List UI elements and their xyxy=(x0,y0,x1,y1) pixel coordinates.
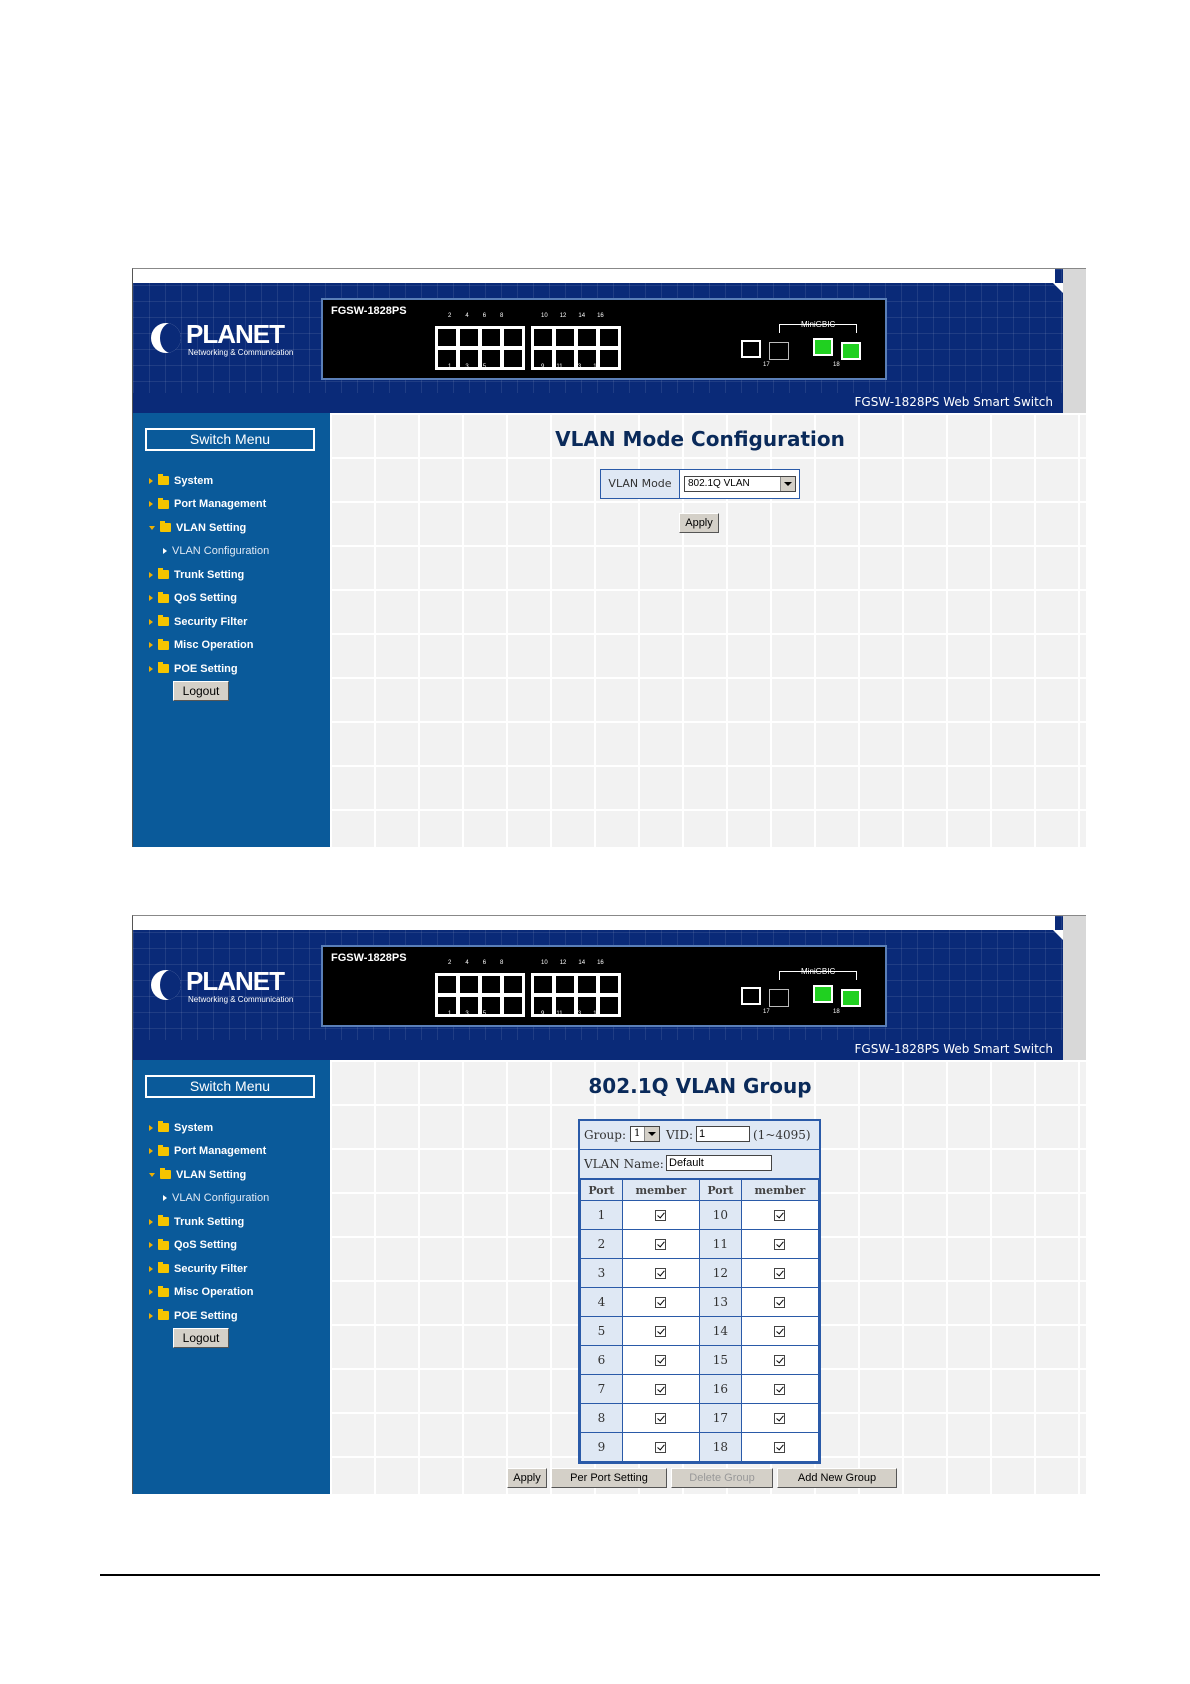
header-banner xyxy=(133,916,1063,1060)
member-checkbox[interactable] xyxy=(655,1210,666,1221)
member-checkbox[interactable] xyxy=(774,1384,785,1395)
menu-item-qos-setting[interactable]: QoS Setting xyxy=(149,587,329,611)
table-row: 2 11 xyxy=(581,1230,819,1259)
chevron-down-icon[interactable] xyxy=(644,1127,659,1141)
member-checkbox[interactable] xyxy=(774,1297,785,1308)
menu-item-misc-operation[interactable]: Misc Operation xyxy=(149,1281,329,1305)
col-member: member xyxy=(741,1180,818,1201)
member-checkbox[interactable] xyxy=(774,1210,785,1221)
apply-button[interactable]: Apply xyxy=(507,1468,547,1488)
menu-item-vlan-setting[interactable]: VLAN Setting xyxy=(149,516,329,540)
folder-icon xyxy=(158,1147,169,1156)
table-row: 3 12 xyxy=(581,1259,819,1288)
col-port: Port xyxy=(581,1180,623,1201)
delete-group-button[interactable]: Delete Group xyxy=(671,1468,773,1488)
table-row: 9 18 xyxy=(581,1433,819,1462)
page-title: 802.1Q VLAN Group xyxy=(588,1074,812,1098)
vlan-mode-select[interactable]: 802.1Q VLAN xyxy=(684,476,796,492)
menu-item-port-management[interactable]: Port Management xyxy=(149,493,329,517)
add-new-group-button[interactable]: Add New Group xyxy=(777,1468,897,1488)
member-checkbox[interactable] xyxy=(774,1355,785,1366)
folder-icon xyxy=(158,1241,169,1250)
vlan-mode-label: VLAN Mode xyxy=(601,470,680,498)
vid-range: (1~4095) xyxy=(753,1128,811,1142)
menu-item-poe-setting[interactable]: POE Setting xyxy=(149,1304,329,1328)
panel-model: FGSW-1828PS xyxy=(331,305,407,317)
menu-item-poe-setting[interactable]: POE Setting xyxy=(149,657,329,681)
member-checkbox[interactable] xyxy=(774,1442,785,1453)
folder-icon xyxy=(158,617,169,626)
planet-logo: PLANET Networking & Communication xyxy=(151,319,291,359)
menu-item-misc-operation[interactable]: Misc Operation xyxy=(149,634,329,658)
planet-logo: PLANET Networking & Communication xyxy=(151,966,291,1006)
member-checkbox[interactable] xyxy=(655,1413,666,1424)
menu-item-trunk-setting[interactable]: Trunk Setting xyxy=(149,1210,329,1234)
member-checkbox[interactable] xyxy=(655,1239,666,1250)
vlan-name-label: VLAN Name: xyxy=(584,1157,664,1171)
main-content xyxy=(330,413,1086,847)
vlan-group-screenshot xyxy=(132,915,1086,1494)
menu-item-trunk-setting[interactable]: Trunk Setting xyxy=(149,563,329,587)
page-footer-rule xyxy=(100,1574,1100,1576)
member-checkbox[interactable] xyxy=(655,1355,666,1366)
sidebar xyxy=(133,1060,330,1494)
folder-icon xyxy=(158,570,169,579)
folder-icon xyxy=(160,523,171,532)
switch-menu-title: Switch Menu xyxy=(145,428,315,451)
menu-item-vlan-setting[interactable]: VLAN Setting xyxy=(149,1163,329,1187)
vlan-name-input[interactable]: Default xyxy=(666,1155,772,1171)
vlan-mode-screenshot xyxy=(132,268,1086,847)
member-checkbox[interactable] xyxy=(655,1268,666,1279)
member-checkbox[interactable] xyxy=(655,1384,666,1395)
panel-model: FGSW-1828PS xyxy=(331,952,407,964)
menu-item-security-filter[interactable]: Security Filter xyxy=(149,1257,329,1281)
logout-button[interactable]: Logout xyxy=(173,1328,229,1348)
member-checkbox[interactable] xyxy=(655,1326,666,1337)
folder-icon xyxy=(158,594,169,603)
table-row: 6 15 xyxy=(581,1346,819,1375)
apply-button[interactable]: Apply xyxy=(679,513,719,533)
switch-title: FGSW-1828PS Web Smart Switch xyxy=(854,395,1053,409)
menu-item-security-filter[interactable]: Security Filter xyxy=(149,610,329,634)
switch-panel: FGSW-1828PS 2 4 6 8 10 12 14 16 1 3 5 7 9 11 13 15 MiniGBIC 17 18 xyxy=(321,298,887,380)
vid-input[interactable]: 1 xyxy=(696,1126,750,1142)
folder-icon xyxy=(158,664,169,673)
vlan-mode-row xyxy=(600,469,800,499)
folder-icon xyxy=(160,1170,171,1179)
table-row: 1 10 xyxy=(581,1201,819,1230)
member-checkbox[interactable] xyxy=(655,1297,666,1308)
vid-label: VID: xyxy=(666,1128,694,1142)
folder-icon xyxy=(158,476,169,485)
folder-icon xyxy=(158,1288,169,1297)
member-checkbox[interactable] xyxy=(774,1239,785,1250)
member-checkbox[interactable] xyxy=(774,1268,785,1279)
menu-item-port-management[interactable]: Port Management xyxy=(149,1140,329,1164)
menu-item-system[interactable]: System xyxy=(149,469,329,493)
menu-item-system[interactable]: System xyxy=(149,1116,329,1140)
col-port: Port xyxy=(699,1180,741,1201)
folder-icon xyxy=(158,1311,169,1320)
page-title: VLAN Mode Configuration xyxy=(555,427,845,451)
vlan-member-table xyxy=(580,1179,819,1462)
group-select[interactable]: 1 xyxy=(630,1126,660,1142)
table-row: 7 16 xyxy=(581,1375,819,1404)
member-checkbox[interactable] xyxy=(774,1326,785,1337)
folder-icon xyxy=(158,1264,169,1273)
folder-icon xyxy=(158,1217,169,1226)
folder-icon xyxy=(158,1123,169,1132)
member-checkbox[interactable] xyxy=(774,1413,785,1424)
switch-title: FGSW-1828PS Web Smart Switch xyxy=(854,1042,1053,1056)
vlan-group-form xyxy=(578,1119,821,1464)
main-content xyxy=(330,1060,1086,1494)
chevron-down-icon[interactable] xyxy=(780,477,795,491)
header-banner xyxy=(133,269,1063,413)
group-label: Group: xyxy=(584,1128,626,1142)
folder-icon xyxy=(158,641,169,650)
table-row: 4 13 xyxy=(581,1288,819,1317)
menu-item-vlan-configuration[interactable]: VLAN Configuration xyxy=(149,1187,329,1211)
table-row: 8 17 xyxy=(581,1404,819,1433)
logout-button[interactable]: Logout xyxy=(173,681,229,701)
sidebar xyxy=(133,413,330,847)
member-checkbox[interactable] xyxy=(655,1442,666,1453)
switch-panel: FGSW-1828PS 2 4 6 8 10 12 14 16 1 3 5 7 9 11 13 15 MiniGBIC 17 18 xyxy=(321,945,887,1027)
table-row: 5 14 xyxy=(581,1317,819,1346)
per-port-setting-button[interactable]: Per Port Setting xyxy=(551,1468,667,1488)
col-member: member xyxy=(622,1180,699,1201)
folder-icon xyxy=(158,500,169,509)
menu-item-qos-setting[interactable]: QoS Setting xyxy=(149,1234,329,1258)
switch-menu-title: Switch Menu xyxy=(145,1075,315,1098)
menu-item-vlan-configuration[interactable]: VLAN Configuration xyxy=(149,540,329,564)
